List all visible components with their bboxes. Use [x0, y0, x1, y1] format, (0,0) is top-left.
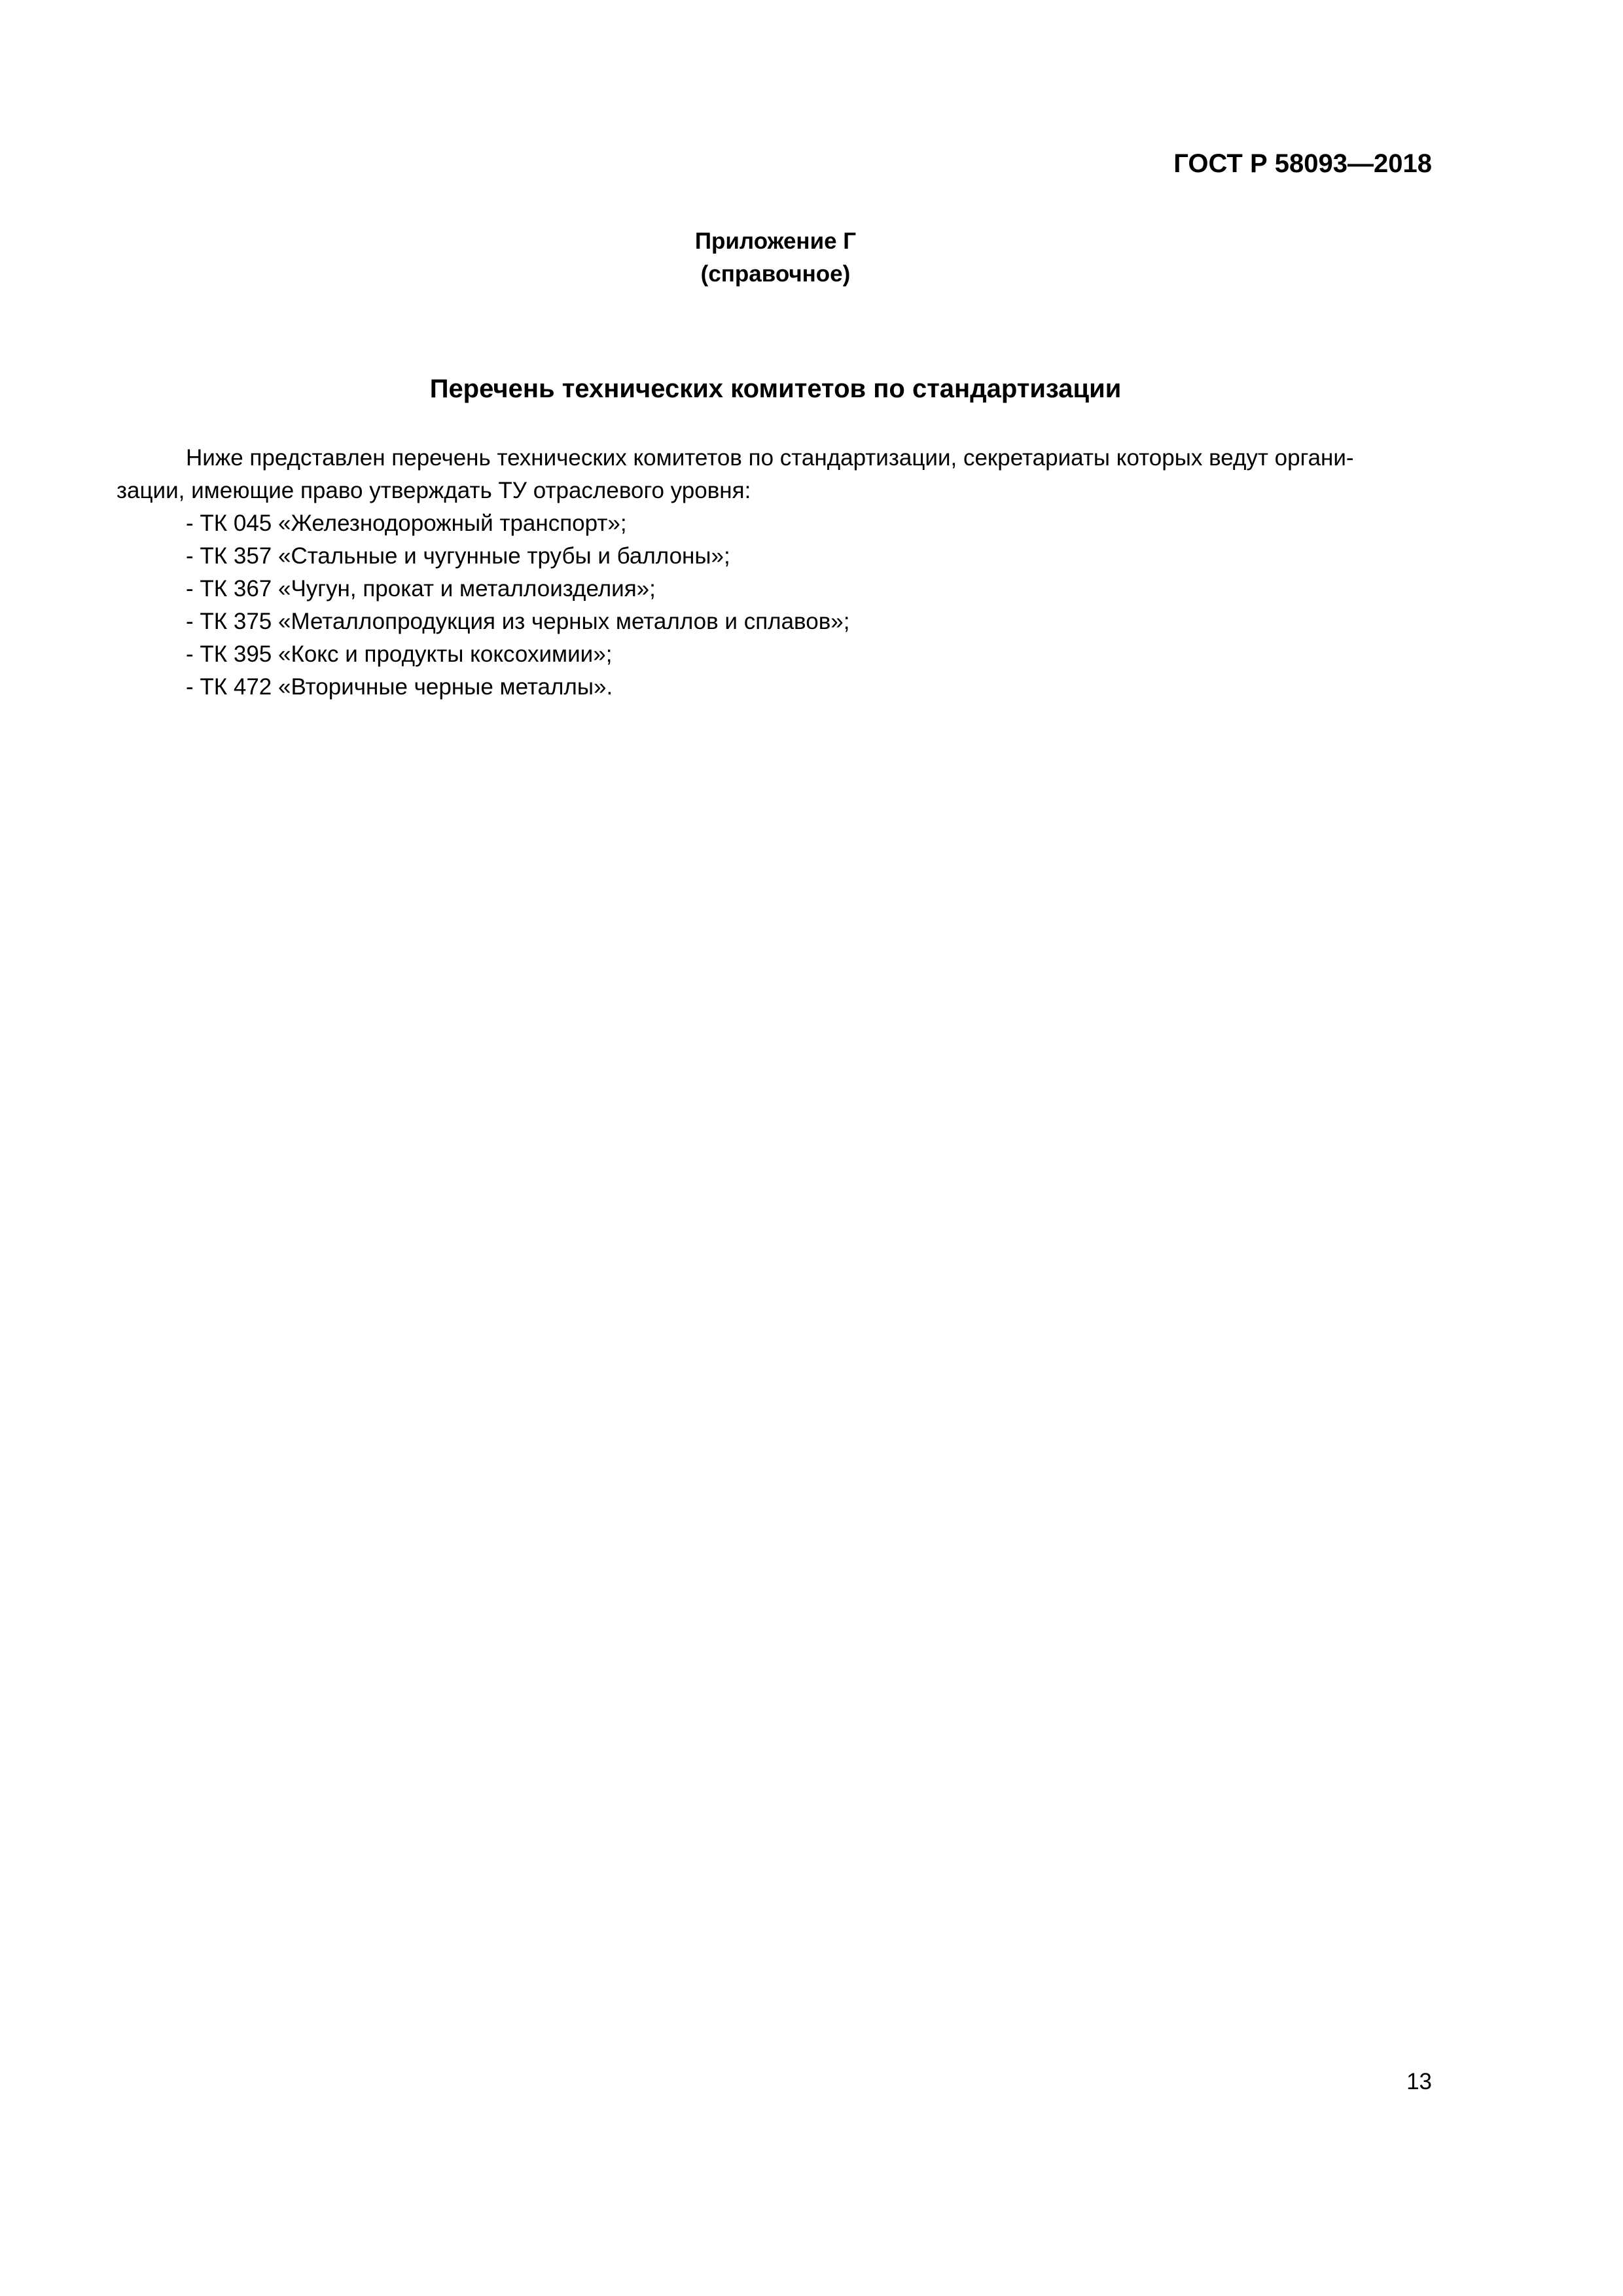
- list-item: - ТК 045 «Железнодорожный транспорт»;: [186, 511, 627, 536]
- page-number: 13: [1406, 2069, 1432, 2094]
- section-title: Перечень технических комитетов по стандартизации: [429, 374, 1122, 403]
- list-item: - ТК 395 «Кокс и продукты коксохимии»;: [186, 641, 613, 667]
- document-code: ГОСТ Р 58093—2018: [1173, 149, 1432, 178]
- appendix-title: Приложение Г: [694, 228, 857, 254]
- intro-paragraph-line-1: Ниже представлен перечень технических комитетов по стандартизации, секретариаты которых ведут органи-: [186, 445, 1354, 471]
- list-item: - ТК 472 «Вторичные черные металлы».: [186, 674, 613, 700]
- body-text: [116, 442, 1432, 704]
- list-item: - ТК 367 «Чугун, прокат и металлоизделия»;: [186, 576, 656, 601]
- committee-list: [116, 507, 1432, 704]
- list-item: - ТК 375 «Металлопродукция из черных металлов и сплавов»;: [186, 609, 850, 634]
- appendix-heading: [0, 225, 1551, 291]
- appendix-subtitle: (справочное): [700, 261, 851, 287]
- intro-paragraph-line-2: зации, имеющие право утверждать ТУ отраслевого уровня:: [116, 478, 751, 503]
- list-item: - ТК 357 «Стальные и чугунные трубы и баллоны»;: [186, 543, 730, 569]
